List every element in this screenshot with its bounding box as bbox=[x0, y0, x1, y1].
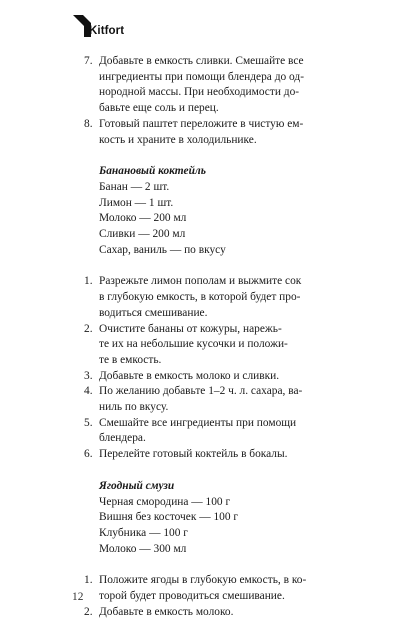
step-line: По желанию добавьте 1–2 ч. л. сахара, ва- bbox=[99, 385, 303, 398]
step-line: те их на небольшие кусочки и положи- bbox=[99, 338, 288, 351]
step-number: 8. bbox=[84, 117, 93, 130]
step-line: те в емкость. bbox=[99, 353, 162, 366]
brand-name: Kitfort bbox=[89, 25, 125, 37]
steps-smoothie bbox=[84, 573, 324, 620]
ingredient-item: Черная смородина — 100 г bbox=[99, 495, 231, 508]
step-item bbox=[84, 369, 324, 385]
step-line: в глубокую емкость, в которой будет про- bbox=[99, 291, 301, 304]
ingredient-item: Сливки — 200 мл bbox=[99, 228, 186, 241]
step-number: 1. bbox=[84, 275, 93, 288]
step-number: 4. bbox=[84, 385, 93, 398]
ingredient-item: Молоко — 200 мл bbox=[99, 212, 187, 225]
step-line: нородной массы. При необходимости до- bbox=[99, 86, 300, 99]
ingredients-smoothie bbox=[99, 495, 324, 558]
step-line: ниль по вкусу. bbox=[99, 401, 169, 414]
step-item bbox=[84, 54, 324, 117]
recipe-title-banana: Банановый коктейль bbox=[99, 165, 206, 178]
steps-banana bbox=[84, 274, 324, 462]
page-number: 12 bbox=[72, 591, 84, 603]
step-item bbox=[84, 117, 324, 148]
recipe-title-smoothie: Ягодный смузи bbox=[99, 479, 175, 492]
spacer bbox=[84, 557, 324, 573]
step-item bbox=[84, 322, 324, 369]
ingredient-item: Лимон — 1 шт. bbox=[99, 196, 174, 209]
brand-logo bbox=[72, 12, 124, 38]
step-item bbox=[84, 384, 324, 415]
step-number: 1. bbox=[84, 574, 93, 587]
step-line: бавьте еще соль и перец. bbox=[99, 102, 219, 115]
step-line: водиться смешивание. bbox=[99, 306, 208, 319]
step-line: Положите ягоды в глубокую емкость, в ко- bbox=[99, 574, 307, 587]
step-item bbox=[84, 447, 324, 463]
step-line: Разрежьте лимон пополам и выжмите сок bbox=[99, 275, 302, 288]
step-line: блендера. bbox=[99, 432, 146, 445]
spacer bbox=[84, 258, 324, 274]
step-line: кость и храните в холодильнике. bbox=[99, 133, 257, 146]
ingredients-banana bbox=[99, 180, 324, 259]
step-item bbox=[84, 573, 324, 604]
ingredient-item: Сахар, ваниль — по вкусу bbox=[99, 243, 226, 256]
step-line: Перелейте готовый коктейль в бокалы. bbox=[99, 448, 288, 461]
step-item bbox=[84, 416, 324, 447]
step-line: Готовый паштет переложите в чистую ем- bbox=[99, 117, 304, 130]
step-number: 7. bbox=[84, 55, 93, 67]
ingredient-item: Молоко — 300 мл bbox=[99, 542, 187, 555]
step-line: Смешайте все ингредиенты при помощи bbox=[99, 416, 297, 429]
step-number: 2. bbox=[84, 605, 93, 618]
ingredient-item: Клубника — 100 г bbox=[99, 526, 188, 539]
step-number: 2. bbox=[84, 322, 93, 335]
ingredient-item: Банан — 2 шт. bbox=[99, 180, 170, 193]
step-line: Добавьте в емкость молоко и сливки. bbox=[99, 369, 280, 382]
step-line: Очистите бананы от кожуры, нарежь- bbox=[99, 322, 282, 335]
ingredient-item: Вишня без косточек — 100 г bbox=[99, 511, 239, 524]
step-number: 6. bbox=[84, 448, 93, 461]
step-line: торой будет проводиться смешивание. bbox=[99, 590, 285, 603]
step-item bbox=[84, 605, 324, 621]
steps-top bbox=[84, 54, 324, 148]
step-number: 3. bbox=[84, 369, 93, 382]
step-item bbox=[84, 274, 324, 321]
step-line: Добавьте в емкость сливки. Смешайте все bbox=[99, 55, 304, 67]
step-number: 5. bbox=[84, 416, 93, 429]
recipe-content bbox=[84, 54, 324, 621]
step-line: ингредиенты при помощи блендера до од- bbox=[99, 70, 305, 83]
step-line: Добавьте в емкость молоко. bbox=[99, 605, 234, 618]
